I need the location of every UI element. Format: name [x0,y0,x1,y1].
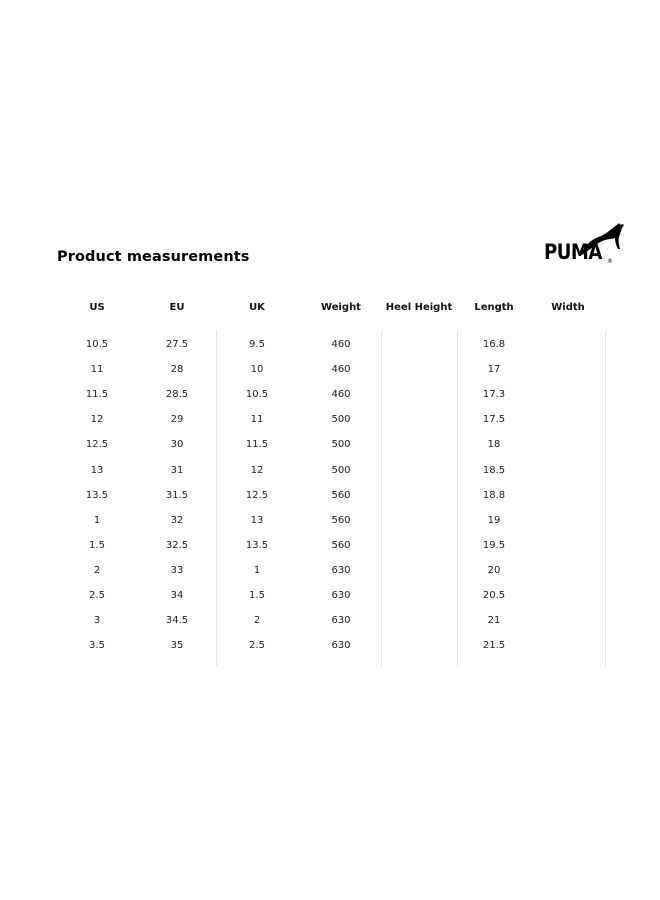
table-cell: 30 [170,439,184,451]
table-cell: 31 [170,464,184,476]
column-header: Weight [321,302,361,313]
column-header: UK [249,302,265,313]
table-cell: 32.5 [165,539,189,551]
table-cell: 1.5 [249,590,265,601]
table-cell: 27.5 [165,339,189,350]
page-title: Product measurements [57,249,250,265]
table-cell: 1 [253,564,261,576]
table-cell: 28.5 [165,389,189,401]
brand-wordmark: PUMA [544,240,602,264]
table-cell: 20 [487,564,501,576]
column-header: US [89,302,105,313]
table-cell: 13.5 [85,489,109,501]
table-cell: 630 [331,590,351,601]
table-cell: 21.5 [482,640,506,652]
table-cell: 500 [331,464,351,476]
column-header: Heel Height [385,302,453,313]
table-cell: 17.3 [482,389,506,401]
table-cell: 10.5 [245,389,269,401]
table-cell: 460 [331,339,351,350]
table-cell: 19 [487,514,501,526]
table-cell: 3.5 [89,640,105,652]
table-cell: 460 [331,364,351,376]
column-divider [381,330,382,666]
table-cell: 630 [331,564,351,576]
column-divider [457,330,458,666]
table-cell: 28 [170,364,184,376]
table-cell: 11.5 [85,389,109,401]
column-header: Length [474,302,514,313]
column-divider [216,330,217,666]
table-cell: 2.5 [249,640,265,652]
table-cell: 11 [90,364,104,376]
table-cell: 13 [90,464,104,476]
table-cell: 1.5 [89,539,105,551]
table-cell: 500 [331,439,351,451]
table-cell: 13 [250,514,264,526]
table-cell: 12 [250,464,264,476]
table-cell: 1 [93,514,101,526]
column-header: EU [169,302,185,313]
table-cell: 21 [487,615,501,627]
table-cell: 560 [331,489,351,501]
table-cell: 460 [331,389,351,401]
table-cell: 630 [331,640,351,652]
brand-logo [540,222,630,268]
table-cell: 2 [93,564,101,576]
table-cell: 17 [487,364,501,376]
table-cell: 630 [331,615,351,627]
table-cell: 560 [331,514,351,526]
table-cell: 35 [170,640,184,652]
table-cell: 3 [93,615,101,627]
column-header: Width [551,302,585,313]
table-cell: 9.5 [249,339,265,350]
table-cell: 12.5 [85,439,109,451]
table-cell: 20.5 [482,590,506,601]
column-divider [605,330,606,666]
table-cell: 2.5 [89,590,105,601]
table-cell: 2 [253,615,261,627]
table-cell: 11.5 [245,439,269,451]
table-cell: 11 [250,414,264,426]
table-cell: 34.5 [165,615,189,627]
table-cell: 500 [331,414,351,426]
table-cell: 12.5 [245,489,269,501]
table-cell: 13.5 [245,539,269,551]
table-cell: 560 [331,539,351,551]
table-cell: 29 [170,414,184,426]
registered-mark: ® [607,258,613,265]
table-cell: 18 [487,439,501,451]
table-cell: 18.8 [482,489,506,501]
table-cell: 18.5 [482,464,506,476]
table-cell: 31.5 [165,489,189,501]
table-cell: 32 [170,514,184,526]
table-cell: 12 [90,414,104,426]
table-cell: 10.5 [85,339,109,350]
table-cell: 16.8 [482,339,506,350]
table-cell: 34 [170,590,184,601]
table-cell: 10 [250,364,264,376]
table-cell: 19.5 [482,539,506,551]
table-cell: 17.5 [482,414,506,426]
table-cell: 33 [170,564,184,576]
